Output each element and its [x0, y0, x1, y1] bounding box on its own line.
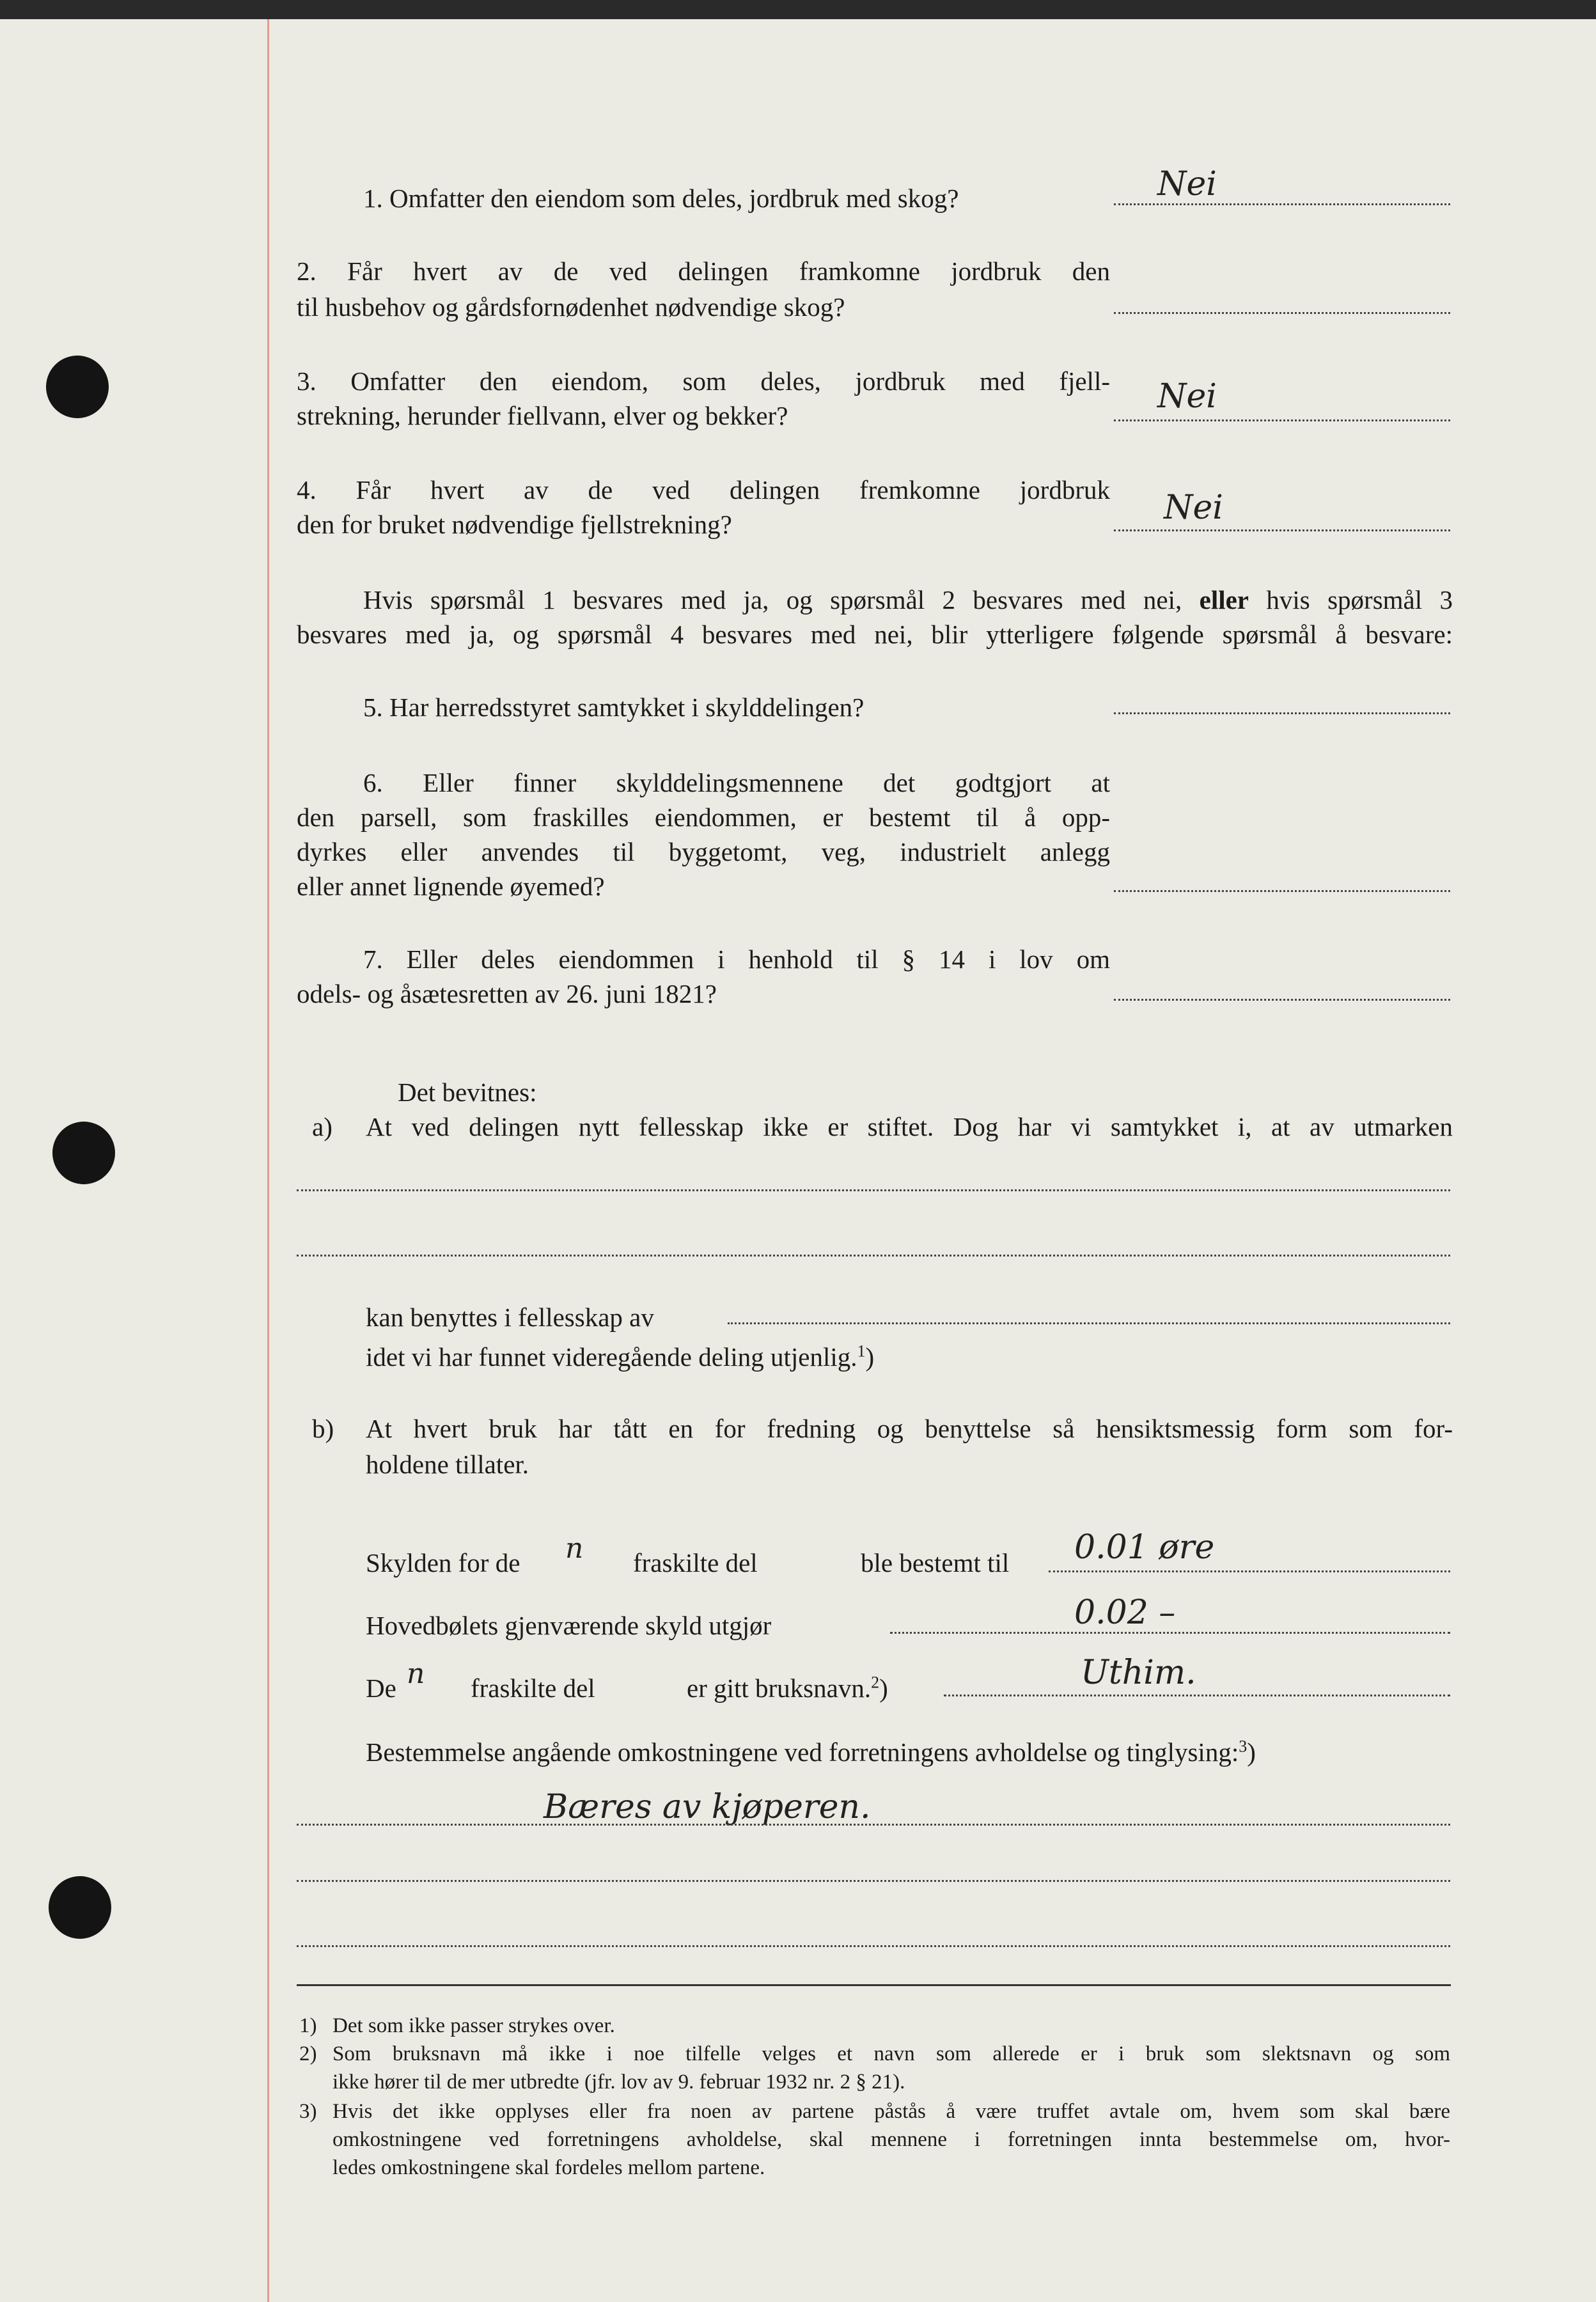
- skyld-hand-suffix: n: [565, 1532, 584, 1565]
- costs-line-2[interactable]: [297, 1880, 1450, 1882]
- costs-line-3[interactable]: [297, 1945, 1450, 1947]
- question-6-line-1: 6. Eller finner skylddelingsmennene det godtgjort at: [363, 768, 1110, 797]
- question-4-line-2: den for bruket nødvendige fjellstrekning?: [297, 510, 732, 539]
- answer-line-5[interactable]: [1114, 712, 1450, 714]
- witness-b-marker: b): [312, 1414, 334, 1443]
- answer-line-4[interactable]: [1114, 529, 1450, 531]
- shared-use-line[interactable]: [728, 1322, 1450, 1324]
- footnote-separator: [297, 1984, 1451, 1986]
- witness-heading: Det bevitnes:: [398, 1077, 537, 1107]
- name-prefix: De: [366, 1673, 396, 1703]
- name-suffix-text: er gitt bruksnavn.$^2$): [687, 1673, 888, 1703]
- further-division-text: idet vi har funnet videregående deling utjenlig.$^1$): [366, 1342, 875, 1372]
- name-mid: fraskilte del: [471, 1673, 595, 1703]
- footnote-2-marker: 2): [299, 2042, 317, 2065]
- fill-line-a2[interactable]: [297, 1255, 1450, 1257]
- costs-label: Bestemmelse angående omkostningene ved forretningens avholdelse og tinglysing:$^3$): [366, 1737, 1256, 1767]
- costs-line-1[interactable]: [297, 1824, 1450, 1826]
- answer-line-6[interactable]: [1114, 890, 1450, 892]
- answer-3: Nei: [1157, 377, 1217, 416]
- question-5: 5. Har herredsstyret samtykket i skylddelingen?: [363, 693, 864, 722]
- witness-a-text: At ved delingen nytt fellesskap ikke er stiftet. Dog har vi samtykket i, at av utmarken: [366, 1112, 1453, 1141]
- footnote-1-text: Det som ikke passer strykes over.: [332, 2014, 615, 2037]
- shared-use-label: kan benyttes i fellesskap av: [366, 1303, 654, 1332]
- question-6-line-4: eller annet lignende øyemed?: [297, 872, 605, 901]
- question-4-line-1: 4. Får hvert av de ved delingen fremkomne jordbruk: [297, 475, 1110, 505]
- answer-line-7[interactable]: [1114, 999, 1450, 1001]
- question-3-line-1: 3. Omfatter den eiendom, som deles, jordbruk med fjell-: [297, 366, 1110, 396]
- answer-line-1[interactable]: [1114, 203, 1450, 205]
- skyld-prefix: Skylden for de: [366, 1548, 520, 1578]
- answer-4: Nei: [1164, 489, 1223, 527]
- skyld-value: 0.01 øre: [1074, 1528, 1215, 1567]
- name-value: Uthim.: [1081, 1654, 1196, 1692]
- question-7-line-1: 7. Eller deles eiendommen i henhold til § 14 i lov om: [363, 944, 1110, 974]
- footnote-3-marker: 3): [299, 2100, 317, 2123]
- remaining-value: 0.02 –: [1074, 1593, 1176, 1632]
- question-3-line-2: strekning, herunder fiellvann, elver og bekker?: [297, 401, 788, 430]
- margin-line: [267, 19, 269, 2302]
- costs-value: Bæres av kjøperen.: [544, 1788, 871, 1826]
- question-6-line-3: dyrkes eller anvendes til byggetomt, veg, industrielt anlegg: [297, 837, 1110, 866]
- footnote-2-line-2: ikke hører til de mer utbredte (jfr. lov av 9. februar 1932 nr. 2 § 21).: [332, 2071, 905, 2094]
- question-2-line-1: 2. Får hvert av de ved delingen framkomne jordbruk den: [297, 256, 1110, 286]
- remaining-label: Hovedbølets gjenværende skyld utgjør: [366, 1611, 772, 1640]
- footnote-3-line-3: ledes omkostningene skal fordeles mellom partene.: [332, 2156, 765, 2179]
- condition-line-1: Hvis spørsmål 1 besvares med ja, og spørsmål 2 besvares med nei, eller hvis spørsmål 3: [363, 585, 1453, 615]
- skyld-mid: fraskilte del: [633, 1548, 758, 1578]
- question-6-line-2: den parsell, som fraskilles eiendommen, er bestemt til å opp-: [297, 803, 1110, 832]
- witness-b-line-1: At hvert bruk har tått en for fredning og benyttelse så hensiktsmessig form som for-: [366, 1414, 1453, 1443]
- scan-top-edge: [0, 0, 1596, 19]
- footnote-3-line-2: omkostningene ved forretningens avholdelse, skal mennene i forretningen innta bestemmelse om, hvor-: [332, 2128, 1450, 2151]
- name-hand-suffix: n: [407, 1657, 425, 1690]
- skyld-suffix: ble bestemt til: [861, 1548, 1010, 1578]
- footnote-3-line-1: Hvis det ikke opplyses eller fra noen av partene påstås å være truffet avtale om, hvem som skal bære: [332, 2100, 1450, 2123]
- witness-b-line-2: holdene tillater.: [366, 1450, 529, 1479]
- skyld-value-line[interactable]: [1049, 1570, 1450, 1572]
- remaining-value-line[interactable]: [890, 1632, 1450, 1634]
- witness-a-marker: a): [312, 1112, 332, 1141]
- punch-hole: [46, 356, 109, 418]
- punch-hole: [49, 1876, 111, 1939]
- question-1: 1. Omfatter den eiendom som deles, jordbruk med skog?: [363, 184, 959, 213]
- question-2-line-2: til husbehov og gårdsfornødenhet nødvendige skog?: [297, 292, 845, 322]
- answer-line-2[interactable]: [1114, 312, 1450, 314]
- question-7-line-2: odels- og åsætesretten av 26. juni 1821?: [297, 979, 717, 1008]
- footnote-1-marker: 1): [299, 2014, 317, 2037]
- footnote-2-line-1: Som bruksnavn må ikke i noe tilfelle velges et navn som allerede er i bruk som slektsnavn og som: [332, 2042, 1450, 2065]
- fill-line-a1[interactable]: [297, 1189, 1450, 1191]
- name-value-line[interactable]: [944, 1695, 1450, 1696]
- punch-hole: [52, 1122, 115, 1184]
- answer-line-3[interactable]: [1114, 419, 1450, 421]
- answer-1: Nei: [1157, 165, 1217, 203]
- condition-line-2: besvares med ja, og spørsmål 4 besvares med nei, blir ytterligere følgende spørsmål å besvare:: [297, 620, 1453, 649]
